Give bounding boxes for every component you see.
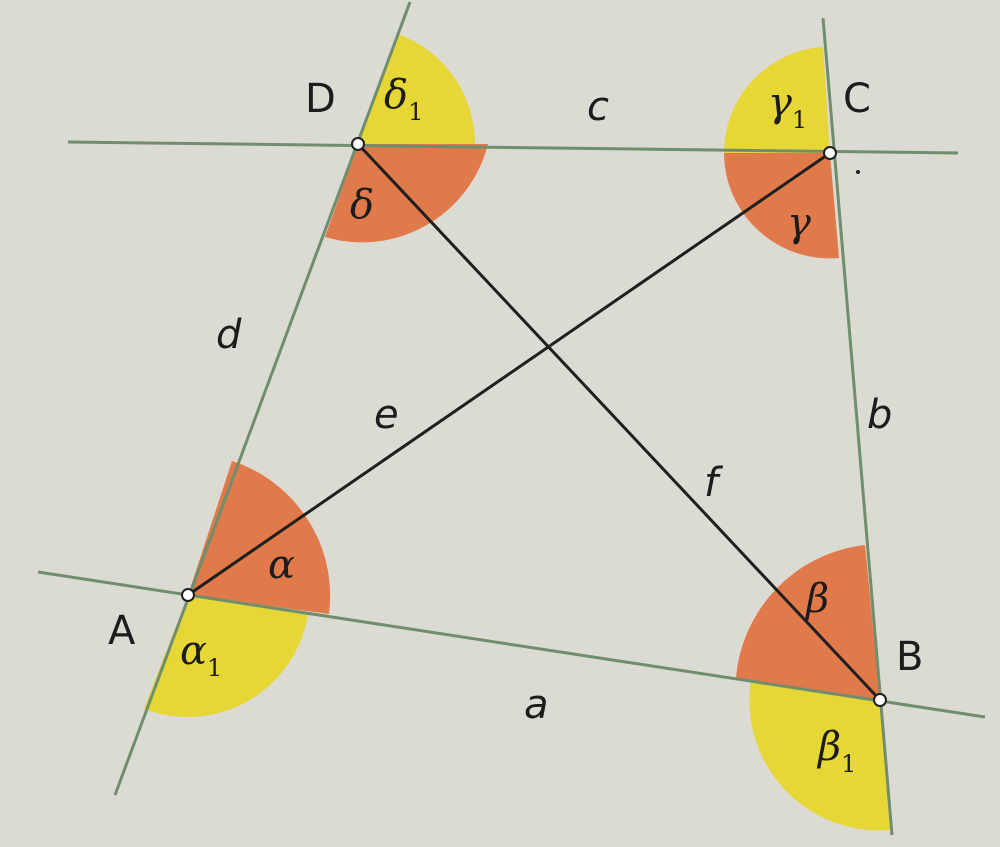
angle-label-delta1-subscript: 1 [408, 98, 424, 126]
angle-label-gamma1-symbol: γ [768, 80, 792, 126]
small-dot [856, 170, 860, 174]
angle-label-alpha1-subscript: 1 [207, 654, 223, 682]
vertex-label-B: B [896, 634, 924, 680]
vertex-A-point [182, 589, 194, 601]
vertex-B-point [874, 694, 886, 706]
diagonal-label-f: f [704, 460, 719, 506]
angle-label-gamma: γ [787, 200, 811, 246]
angle-label-alpha: α [268, 542, 296, 588]
diagonal-label-e: e [374, 392, 399, 438]
vertex-D-point [352, 138, 364, 150]
vertex-label-D: D [305, 76, 336, 122]
vertex-label-C: C [843, 76, 871, 122]
angle-label-alpha1-symbol: α [180, 628, 208, 674]
side-label-d: d [216, 312, 242, 358]
side-label-a: a [524, 682, 549, 728]
vertex-label-A: A [108, 608, 136, 654]
angle-label-delta1-symbol: δ [384, 72, 409, 118]
angle-label-beta1-subscript: 1 [841, 750, 857, 778]
angle-label-beta1-symbol: β [818, 724, 842, 770]
angle-label-beta: β [806, 576, 830, 622]
angle-label-gamma1-subscript: 1 [791, 106, 808, 134]
angle-label-delta: δ [350, 182, 375, 228]
side-label-b: b [867, 392, 893, 438]
vertex-C-point [824, 147, 836, 159]
side-label-c: c [587, 84, 609, 130]
